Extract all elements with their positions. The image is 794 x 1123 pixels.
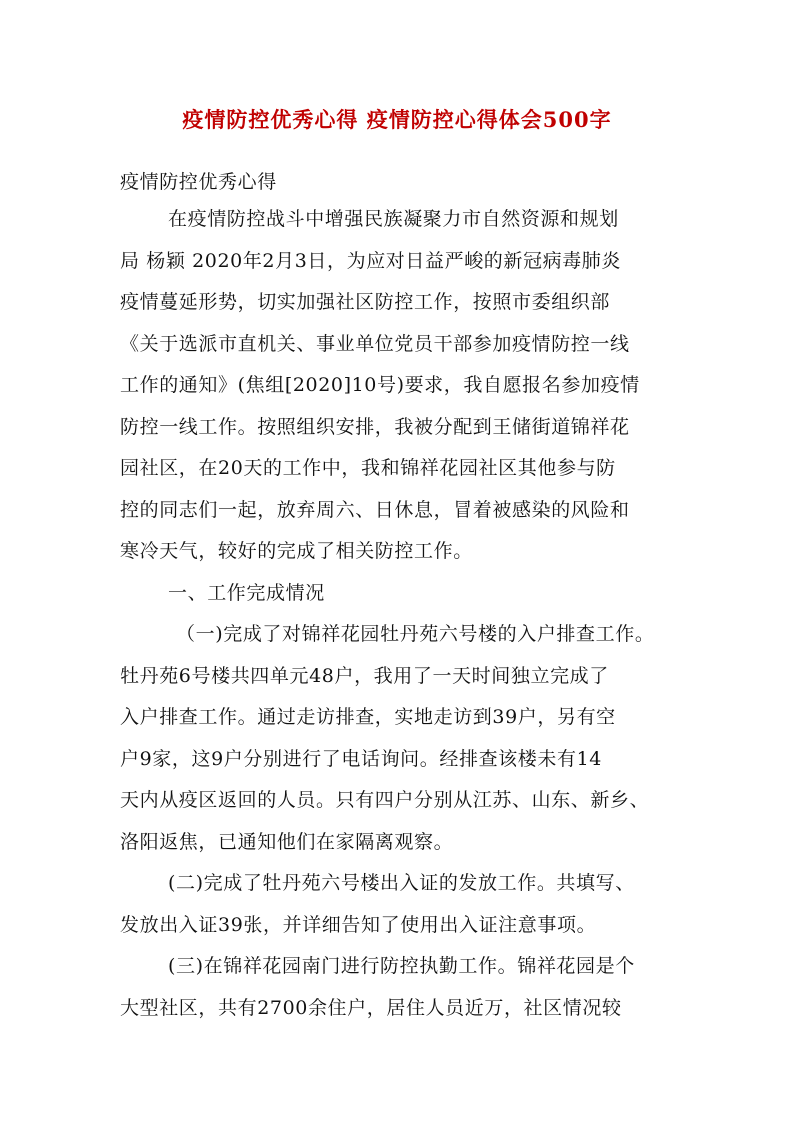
text-line: 在疫情防控战斗中增强民族凝聚力市自然资源和规划 [168,208,619,230]
text-line: 寒冷天气，较好的完成了相关防控工作。 [120,540,473,562]
text-line: 局 杨颖 2020年2月3日，为应对日益严峻的新冠病毒肺炎 [120,250,622,272]
text-line: 疫情蔓延形势，切实加强社区防控工作，按照市委组织部 [120,291,611,313]
text-line: 控的同志们一起，放弃周六、日休息，冒着被感染的风险和 [120,499,630,521]
text-line: (二)完成了牡丹苑六号楼出入证的发放工作。共填写、 [168,872,635,894]
text-line: 防控一线工作。按照组织安排，我被分配到王储街道锦祥花 [120,416,630,438]
section-heading: 一、工作完成情况 [168,582,325,604]
text-line: 发放出入证39张，并详细告知了使用出入证注意事项。 [120,914,597,936]
text-line: 园社区，在20天的工作中，我和锦祥花园社区其他参与防 [120,457,616,479]
document-subtitle: 疫情防控优秀心得 [120,171,277,193]
text-line: 工作的通知》(焦组[2020]10号)要求，我自愿报名参加疫情 [120,374,640,396]
document-title: 疫情防控优秀心得 疫情防控心得体会500字 [182,107,612,132]
text-line: (三)在锦祥花园南门进行防控执勤工作。锦祥花园是个 [168,955,635,977]
text-line: 天内从疫区返回的人员。只有四户分别从江苏、山东、新乡、 [120,789,650,811]
text-line: 洛阳返焦，已通知他们在家隔离观察。 [120,831,454,853]
text-line: 大型社区，共有2700余住户，居住人员近万，社区情况较 [120,997,622,1019]
text-line: 《关于选派市直机关、事业单位党员干部参加疫情防控一线 [120,333,630,355]
text-line: （一)完成了对锦祥花园牡丹苑六号楼的入户排查工作。 [176,623,655,645]
text-line: 户9家，这9户分别进行了电话询问。经排查该楼未有14 [120,748,602,770]
text-line: 牡丹苑6号楼共四单元48户，我用了一天时间独立完成了 [120,665,609,687]
text-line: 入户排查工作。通过走访排查，实地走访到39户，另有空 [120,706,616,728]
